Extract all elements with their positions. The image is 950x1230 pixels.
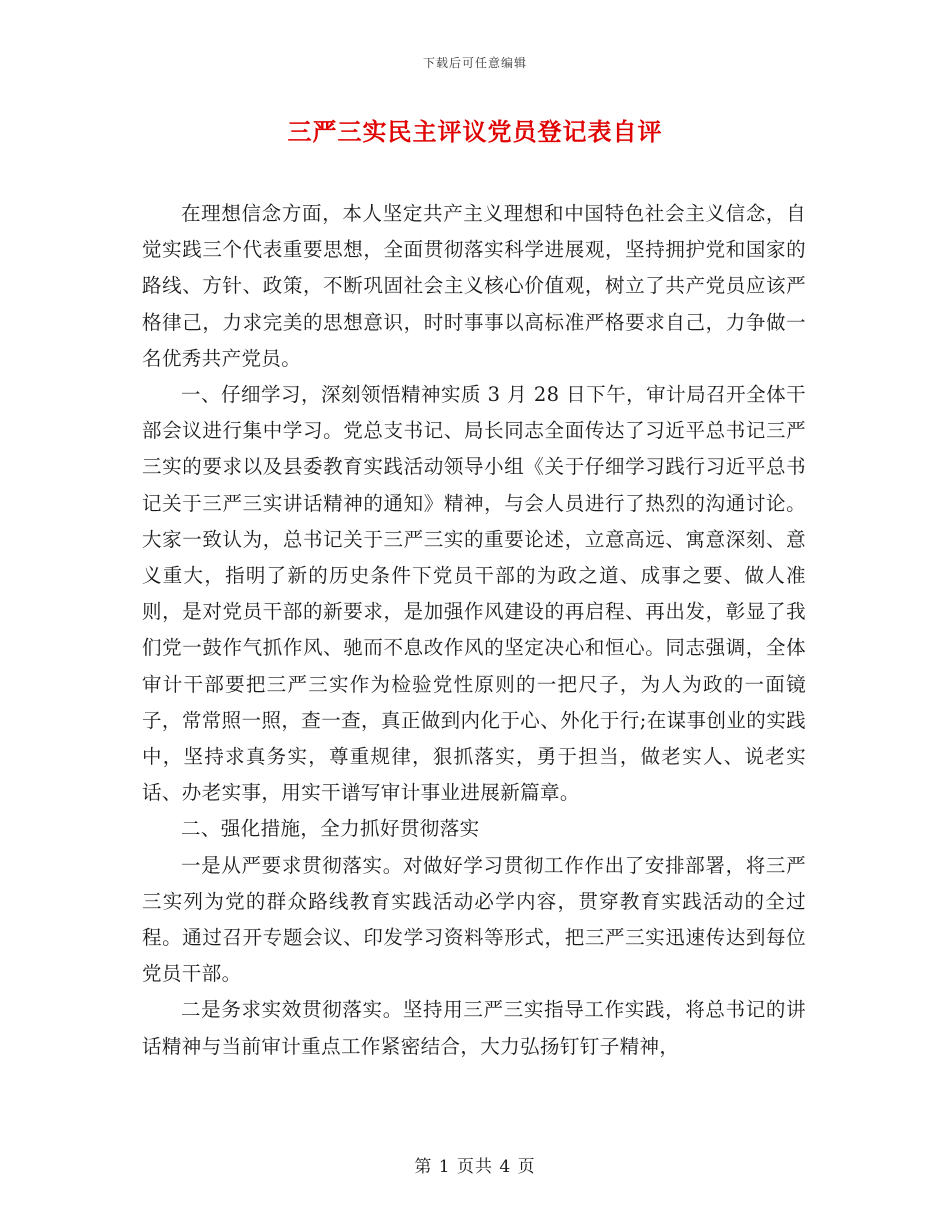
document-body [142, 196, 806, 1065]
paragraph-heading: 二、强化措施，全力抓好贯彻落实 [181, 817, 480, 841]
header-note: 下载后可任意编辑 [422, 56, 527, 70]
paragraph: 一是从严要求贯彻落实。对做好学习贯彻工作作出了安排部署，将三严三实列为党的群众路线教育实践活动必学内容，贯穿教育实践活动的全过程。通过召开专题会议、印发学习资料等形式，把三严三实迅速传达到每位党员干部。 [142, 853, 806, 986]
page-number: 第 1 页共 4 页 [414, 1157, 536, 1177]
paragraph: 二是务求实效贯彻落实。坚持用三严三实指导工作实践，将总书记的讲话精神与当前审计重点工作紧密结合，大力弘扬钉钉子精神， [142, 998, 806, 1058]
paragraph: 在理想信念方面，本人坚定共产主义理想和中国特色社会主义信念，自觉实践三个代表重要思想，全面贯彻落实科学进展观，坚持拥护党和国家的路线、方针、政策，不断巩固社会主义核心价值观，树立了共产党员应该严格律己，力求完美的思想意识，时时事事以高标准严格要求自己，力争做一名优秀共产党员。 [142, 202, 806, 370]
document-title: 三严三实民主评议党员登记表自评 [287, 117, 663, 146]
paragraph: 一、仔细学习，深刻领悟精神实质 3 月 28 日下午，审计局召开全体干部会议进行集中学习。党总支书记、局长同志全面传达了习近平总书记三严三实的要求以及县委教育实践活动领导小组《关于仔细学习践行习近平总书记关于三严三实讲话精神的通知》精神，与会人员进行了热烈的沟通讨论。大家一致认为，总书记关于三严三实的重要论述，立意高远、寓意深刻、意义重大，指明了新的历史条件下党员干部的为政之道、成事之要、做人准则，是对党员干部的新要求，是加强作风建设的再启程、再出发，彰显了我们党一鼓作气抓作风、驰而不息改作风的坚定决心和恒心。同志强调，全体审计干部要把三严三实作为检验党性原则的一把尺子，为人为政的一面镜子，常常照一照，查一查，真正做到内化于心、外化于行;在谋事创业的实践中，坚持求真务实，尊重规律，狠抓落实，勇于担当，做老实人、说老实话、办老实事，用实干谱写审计事业进展新篇章。 [142, 383, 806, 805]
